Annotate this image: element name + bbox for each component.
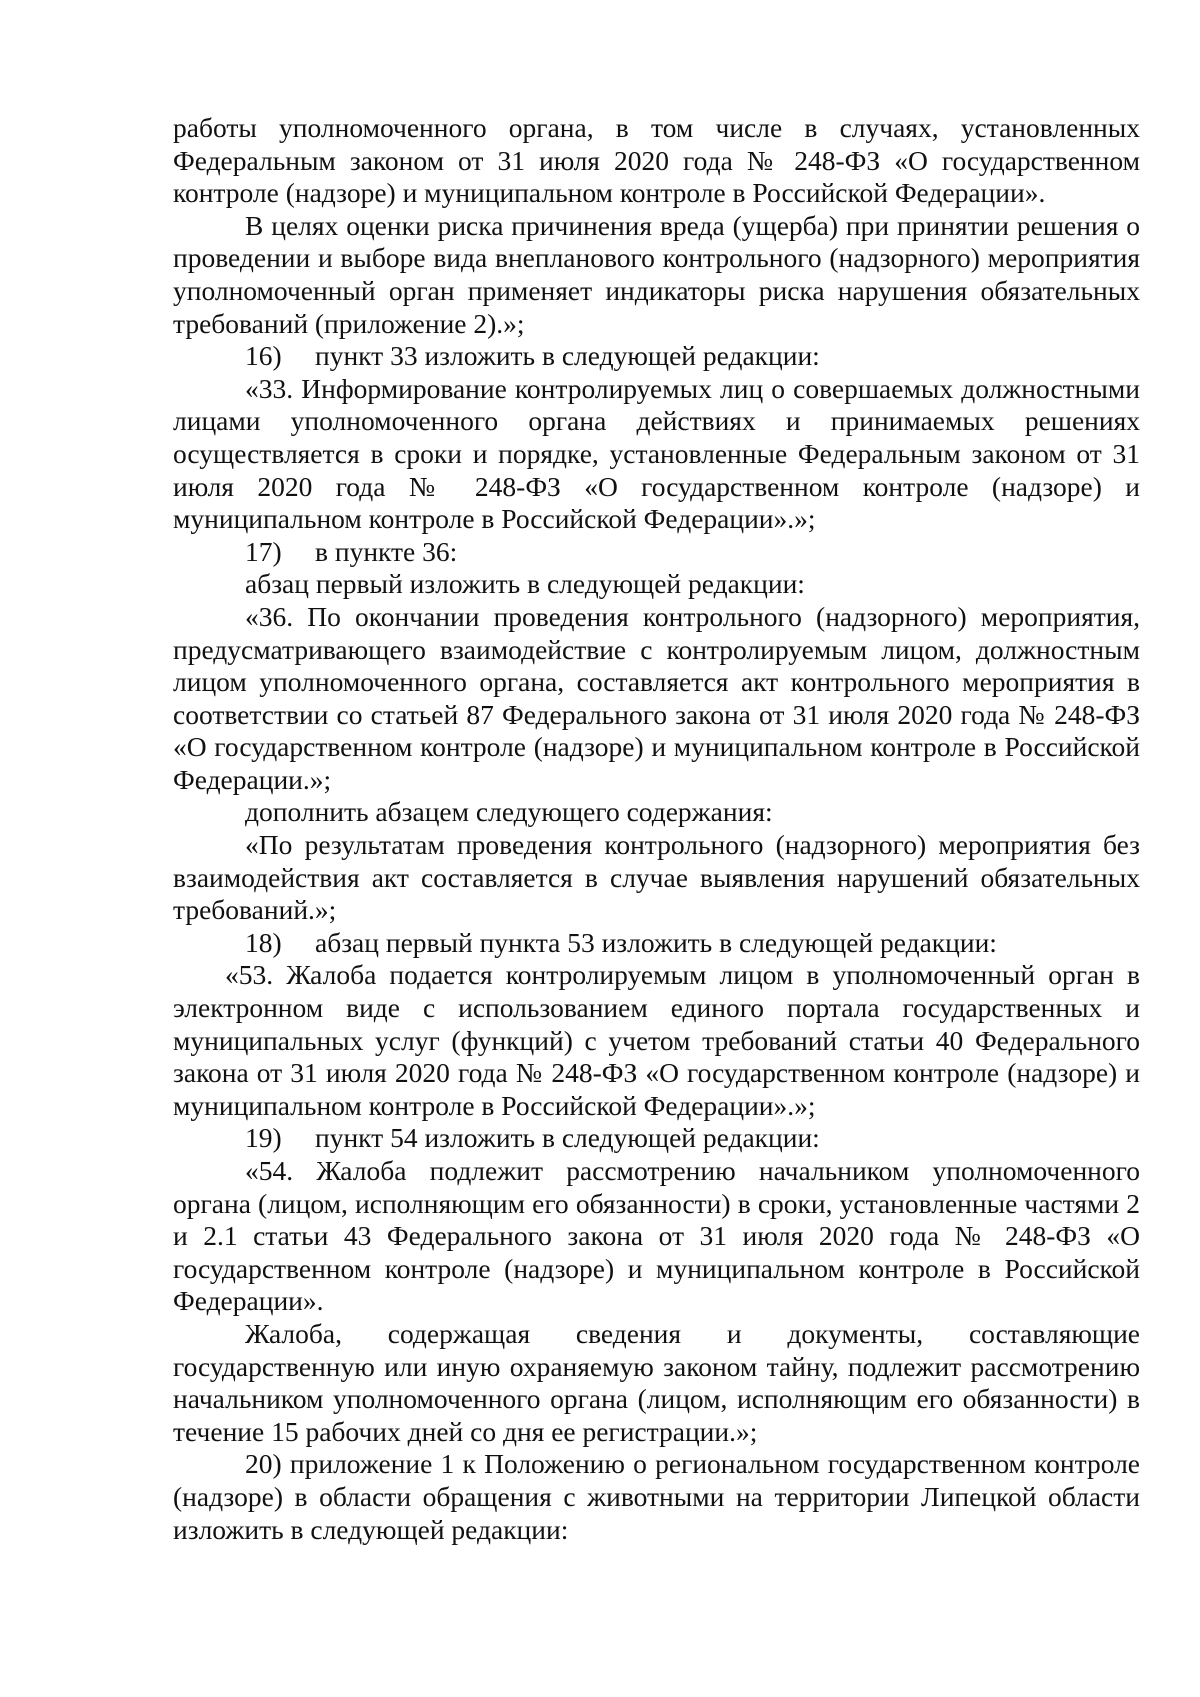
item-text: абзац первый пункта 53 изложить в следующей редакции: [315, 926, 997, 958]
paragraph: «36. По окончании проведения контрольного (надзорного) мероприятия, предусматривающего взаимодействие с контролируемым лицом, должностным лицом уполномоченного органа, составляется акт контрольного мероприятия в соответствии со статьей 87 Федерального закона от 31 июля 2020 года № 248-ФЗ «О государственном контроле (надзоре) и муниципальном контроле в Российской Федерации.»; [173, 600, 1140, 795]
item-number: 16) [245, 340, 282, 372]
paragraph: «54. Жалоба подлежит рассмотрению начальником уполномоченного органа (лицом, исполняющим его обязанности) в сроки, установленные частями 2 и 2.1 статьи 43 Федерального закона от 31 июля 2020 года № 248-ФЗ «О государственном контроле (надзоре) и муниципальном контроле в Российской Федерации». [173, 1155, 1140, 1317]
list-item [173, 1122, 1140, 1155]
paragraph: дополнить абзацем следующего содержания: [245, 796, 773, 828]
item-text: в пункте 36: [315, 535, 458, 567]
list-item [173, 340, 1140, 373]
paragraph: В целях оценки риска причинения вреда (ущерба) при принятии решения о проведении и выборе вида внепланового контрольного (надзорного) мероприятия уполномоченный орган применяет индикаторы риска нарушения обязательных требований (приложение 2).»; [173, 209, 1140, 339]
item-text: пункт 33 изложить в следующей редакции: [315, 340, 820, 372]
paragraph: «53. Жалоба подается контролируемым лицом в уполномоченный орган в электронном виде с использованием единого портала государственных и муниципальных услуг (функций) с учетом требований статьи 40 Федерального закона от 31 июля 2020 года № 248-ФЗ «О государственном контроле (надзоре) и муниципальном контроле в Российской Федерации».»; [173, 959, 1140, 1121]
item-number: 17) [245, 535, 282, 567]
item-number: 18) [245, 926, 282, 958]
paragraph: «По результатам проведения контрольного (надзорного) мероприятия без взаимодействия акт составляется в случае выявления нарушений обязательных требований.»; [173, 829, 1140, 926]
item-number: 20) [245, 1448, 282, 1480]
item-text: пункт 54 изложить в следующей редакции: [315, 1122, 820, 1154]
list-item [173, 927, 1140, 960]
paragraph: работы уполномоченного органа, в том числе в случаях, установленных Федеральным законом от 31 июля 2020 года № 248-ФЗ «О государственном контроле (надзоре) и муниципальном контроле в Российской Федерации». [173, 112, 1140, 209]
list-item [173, 536, 1140, 569]
paragraph: Жалоба, содержащая сведения и документы, составляющие государственную или иную охраняемую законом тайну, подлежит рассмотрению начальником уполномоченного органа (лицом, исполняющим его обязанности) в течение 15 рабочих дней со дня ее регистрации.»; [173, 1317, 1140, 1447]
document-body [173, 112, 1140, 1546]
paragraph: абзац первый изложить в следующей редакции: [245, 568, 805, 600]
item-text: приложение 1 к Положению о региональном государственном контроле (надзоре) в области обращения с животными на территории Липецкой области изложить в следующей редакции: [173, 1448, 1141, 1545]
paragraph: «33. Информирование контролируемых лиц о совершаемых должностными лицами уполномоченного органа действиях и принимаемых решениях осуществляется в сроки и порядке, установленные Федеральным законом от 31 июля 2020 года № 248-ФЗ «О государственном контроле (надзоре) и муниципальном контроле в Российской Федерации».»; [173, 372, 1140, 535]
item-number: 19) [245, 1122, 282, 1154]
list-item [173, 1448, 1140, 1546]
